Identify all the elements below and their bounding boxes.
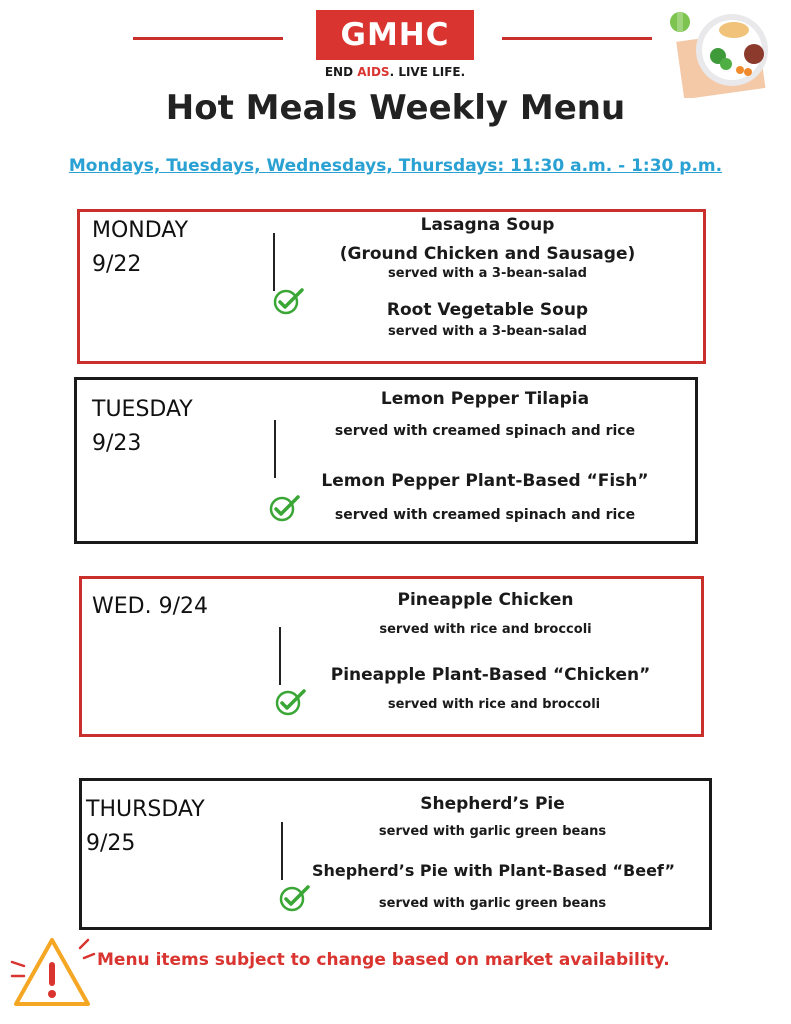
day-name-monday <box>92 214 188 282</box>
main-dish: Pineapple Chicken <box>397 590 574 610</box>
veg-dish: Shepherd’s Pie with Plant-Based “Beef” <box>311 861 676 880</box>
main-dish: Lemon Pepper Tilapia <box>380 389 590 409</box>
page-title: Hot Meals Weekly Menu <box>165 88 626 128</box>
divider <box>279 627 281 685</box>
meal-plate-icon <box>660 6 775 98</box>
warning-icon <box>8 932 96 1016</box>
main-dish-detail: (Ground Chicken and Sausage) <box>339 244 636 264</box>
day-label: MONDAY <box>92 218 189 243</box>
day-name-thursday <box>86 793 205 861</box>
day-label: THURSDAY <box>86 797 205 822</box>
day-label: WED. 9/24 <box>92 594 208 619</box>
schedule-link[interactable]: Mondays, Tuesdays, Wednesdays, Thursdays: 11:30 a.m. - 1:30 p.m. <box>68 156 723 176</box>
day-label: TUESDAY <box>92 397 193 422</box>
veg-side: served with rice and broccoli <box>387 697 601 712</box>
day-name-wednesday <box>92 590 208 624</box>
tagline-part2: AIDS <box>357 65 390 79</box>
divider <box>281 822 283 880</box>
availability-note: Menu items subject to change based on market availability. <box>97 950 670 970</box>
tagline <box>316 65 474 79</box>
day-date: 9/23 <box>92 431 142 456</box>
logo-line-right <box>502 37 652 40</box>
main-dish: Shepherd’s Pie <box>420 794 565 814</box>
tagline-part1: END <box>324 65 358 79</box>
day-name-tuesday <box>92 393 193 461</box>
day-date: 9/22 <box>92 252 142 277</box>
main-side: served with a 3-bean-salad <box>388 266 587 281</box>
veg-side: served with creamed spinach and rice <box>334 507 636 523</box>
logo-line-left <box>133 37 283 40</box>
veg-dish: Pineapple Plant-Based “Chicken” <box>330 665 651 685</box>
gmhc-logo <box>316 10 474 60</box>
veg-dish: Lemon Pepper Plant-Based “Fish” <box>321 471 649 491</box>
main-dish: Lasagna Soup <box>420 215 555 235</box>
veg-side: served with garlic green beans <box>378 896 607 911</box>
main-side: served with creamed spinach and rice <box>334 423 636 439</box>
divider <box>274 420 276 478</box>
tagline-part3: . LIVE LIFE. <box>389 65 466 79</box>
day-date: 9/25 <box>86 831 136 856</box>
main-side: served with rice and broccoli <box>379 622 592 637</box>
logo-text: GMHC <box>340 17 450 53</box>
veg-side: served with a 3-bean-salad <box>388 324 587 339</box>
main-side: served with garlic green beans <box>378 824 607 839</box>
veg-dish: Root Vegetable Soup <box>386 300 589 320</box>
divider <box>273 233 275 291</box>
